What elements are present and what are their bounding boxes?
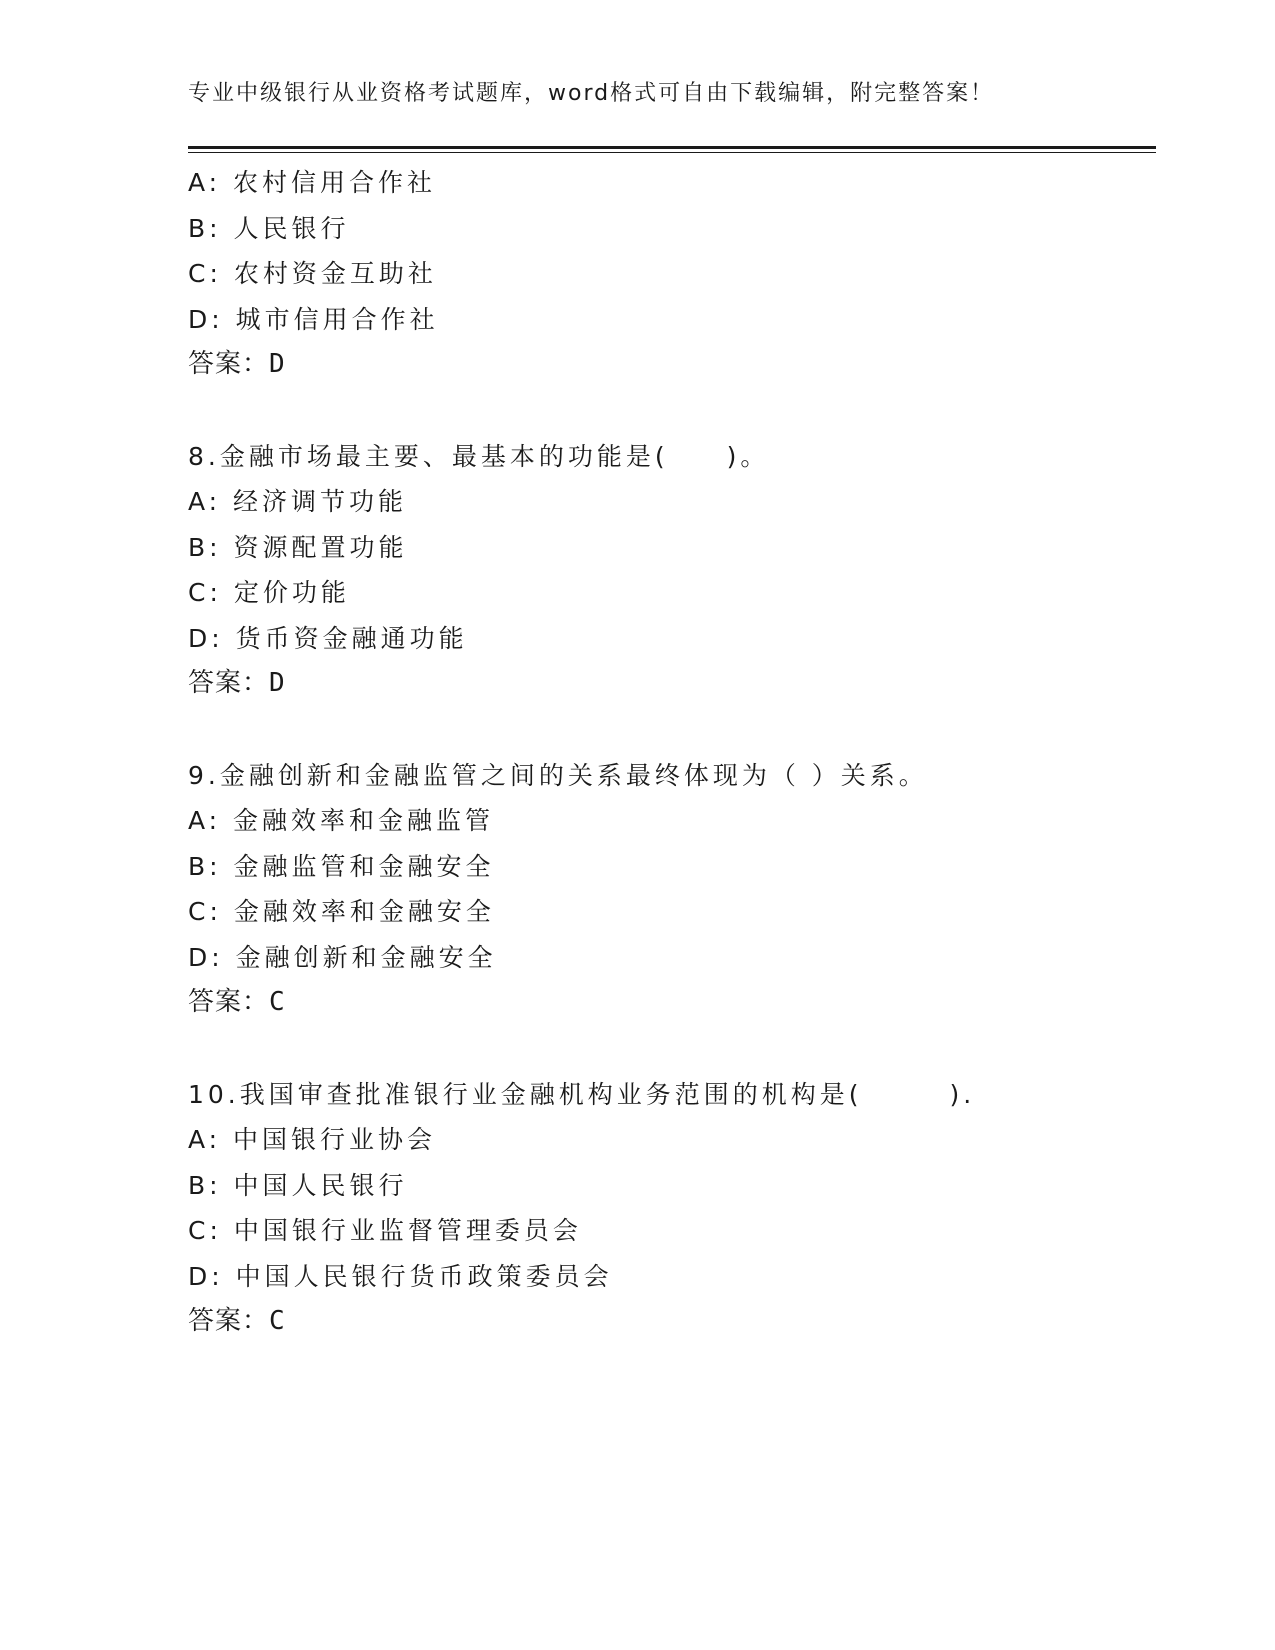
option-c: C: 中国银行业监督管理委员会: [188, 1216, 582, 1245]
answer-value: C: [269, 1306, 286, 1336]
header-divider-thin: [188, 152, 1156, 153]
answer-label: 答案：: [188, 987, 270, 1017]
answer-line: [188, 1299, 1148, 1345]
header-divider: [188, 146, 1156, 149]
option-a: A: 农村信用合作社: [188, 168, 437, 197]
question-block: [188, 160, 1148, 388]
option-c: C: 定价功能: [188, 578, 350, 607]
question-block: [188, 434, 1148, 707]
answer-label: 答案：: [188, 668, 270, 698]
answer-label: 答案：: [188, 349, 270, 379]
option-b: B: 人民银行: [188, 213, 350, 243]
option-d: D: 城市信用合作社: [188, 304, 439, 334]
question-block: [188, 753, 1148, 1026]
option-c: C: 金融效率和金融安全: [188, 897, 495, 926]
answer-line: [188, 661, 1148, 707]
option-a: A: 中国银行业协会: [188, 1125, 437, 1154]
question-list: [188, 160, 1148, 1345]
option-b: B: 金融监管和金融安全: [188, 851, 495, 881]
answer-line: [188, 342, 1148, 388]
option-b: B: 中国人民银行: [188, 1170, 408, 1200]
question-stem: 9.金融创新和金融监管之间的关系最终体现为（ ）关系。: [188, 760, 928, 790]
question-block: [188, 1072, 1148, 1345]
answer-label: 答案：: [188, 1306, 270, 1336]
answer-value: C: [269, 987, 286, 1017]
question-stem: 8.金融市场最主要、最基本的功能是( )。: [188, 441, 770, 471]
answer-value: D: [269, 668, 286, 698]
option-d: D: 中国人民银行货币政策委员会: [188, 1261, 613, 1291]
option-a: A: 金融效率和金融监管: [188, 806, 495, 835]
option-b: B: 资源配置功能: [188, 532, 408, 562]
option-d: D: 金融创新和金融安全: [188, 942, 497, 972]
option-c: C: 农村资金互助社: [188, 259, 437, 288]
answer-line: [188, 980, 1148, 1026]
option-d: D: 货币资金融通功能: [188, 623, 468, 653]
page-header: 专业中级银行从业资格考试题库，word格式可自由下载编辑，附完整答案！: [188, 81, 995, 106]
question-stem: 10.我国审查批准银行业金融机构业务范围的机构是( ).: [188, 1079, 976, 1109]
option-a: A: 经济调节功能: [188, 487, 408, 516]
answer-value: D: [269, 349, 286, 379]
